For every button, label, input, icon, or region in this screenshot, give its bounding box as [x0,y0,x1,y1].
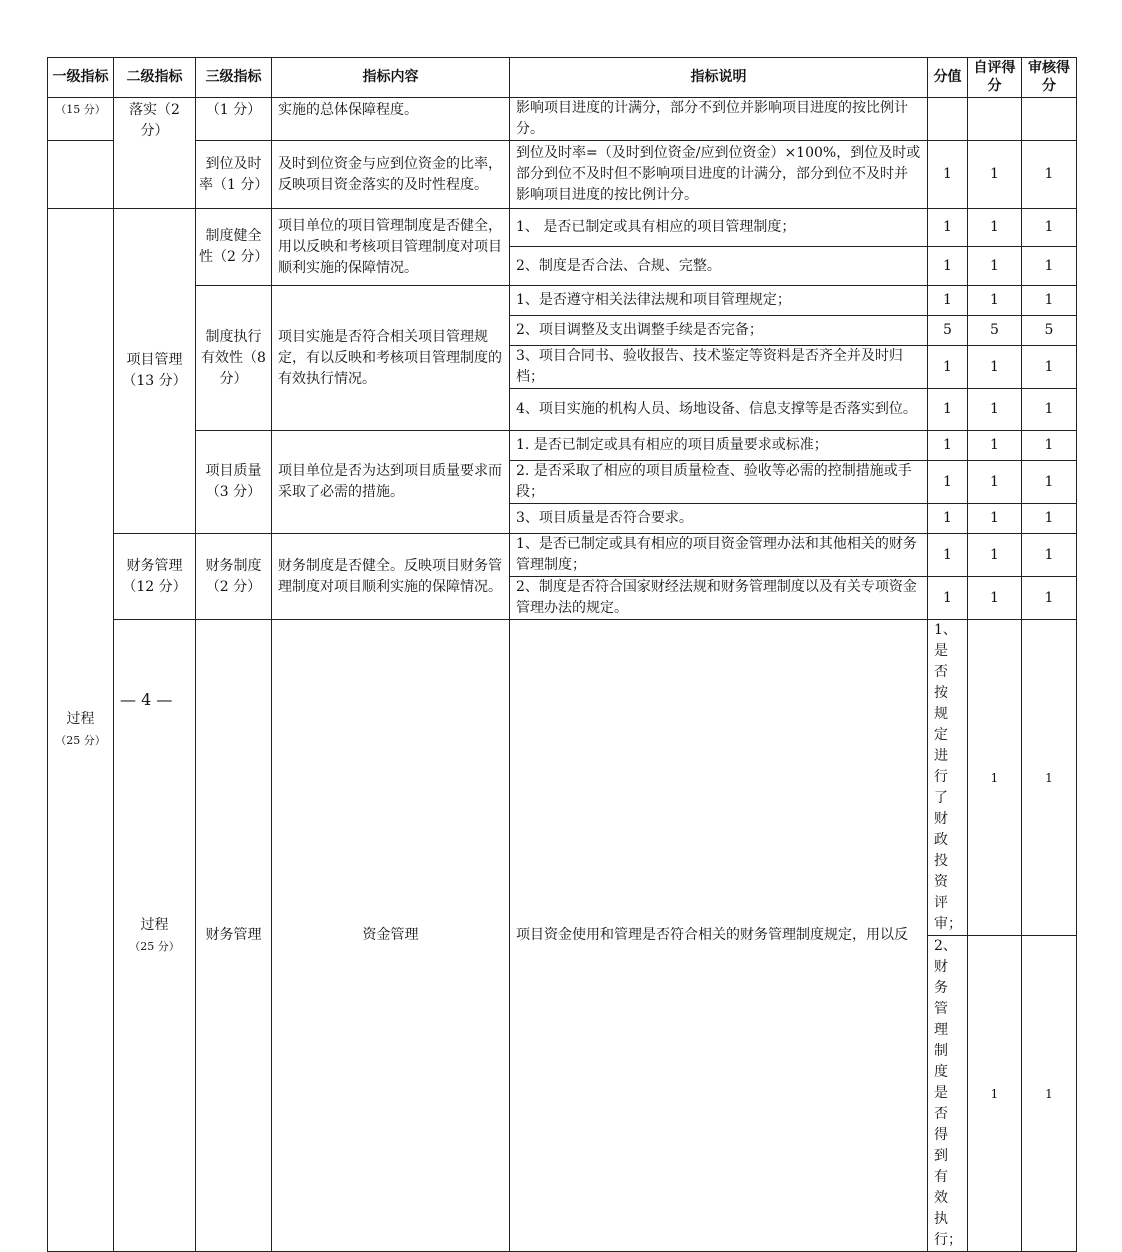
table-row [48,431,1077,461]
header-description: 指标说明 [510,58,928,98]
header-review-score: 审核得分 [1022,58,1077,98]
header-content: 指标内容 [272,58,510,98]
review-score-cell: 1 [1022,286,1077,316]
description-cell: 2、制度是否合法、合规、完整。 [510,247,928,286]
review-score-cell: 1 [1022,534,1077,577]
description-cell: 2、制度是否符合国家财经法规和财务管理制度以及有关专项资金管理办法的规定。 [510,577,928,620]
description-cell: 1、是否按规定进行了财政投资评审； [928,620,968,936]
table-row [48,534,1077,577]
score-cell: 1 [928,209,968,247]
self-score-cell: 1 [1022,936,1077,1252]
score-cell: 1 [928,247,968,286]
self-score-cell: 1 [968,286,1022,316]
header-score: 分值 [928,58,968,98]
level3-cell: 制度执行有效性（8 分） [196,286,272,431]
content-cell: 项目单位是否为达到项目质量要求而采取了必需的措施。 [272,431,510,534]
table-row [48,98,1077,141]
score-cell: 1 [928,577,968,620]
self-score-cell: 1 [968,346,1022,389]
self-score-cell: 1 [968,534,1022,577]
level1-label: 过程 [140,916,169,933]
level2-cell: 落实（2 分） [114,98,196,209]
description-cell: 到位及时率=（及时到位资金/应到位资金）×100%，到位及时或部分到位不及时但不影响项目进度的计满分，部分到位不及时并影响项目进度的按比例计分。 [510,141,928,209]
level1-cell [48,209,114,1252]
score-cell: 1 [928,346,968,389]
review-score-cell: 1 [1022,461,1077,504]
review-score-cell: 1 [1022,346,1077,389]
description-cell: 2. 是否采取了相应的项目质量检查、验收等必需的控制措施或手段； [510,461,928,504]
review-score-cell: 1 [1022,141,1077,209]
score-cell: 5 [928,316,968,346]
header-level1: 一级指标 [48,58,114,98]
header-level2: 二级指标 [114,58,196,98]
self-score-cell: 1 [968,141,1022,209]
indicator-table [47,57,1077,1252]
description-cell: 3、项目质量是否符合要求。 [510,504,928,534]
score-cell [928,98,968,141]
self-score-cell: 1 [968,504,1022,534]
description-cell: 2、财务管理制度是否得到有效执行； [928,936,968,1252]
header-row [48,58,1077,98]
level3-cell: 资金管理 [272,620,510,1252]
review-score-cell: 1 [1022,389,1077,431]
level2-cell: 财务管理 [196,620,272,1252]
description-cell: 1、是否遵守相关法律法规和项目管理规定； [510,286,928,316]
content-cell: 项目资金使用和管理是否符合相关的财务管理制度规定，用以反 [510,620,928,1252]
self-score-cell: 1 [1022,620,1077,936]
score-cell: 1 [968,936,1022,1252]
description-cell: 1、 是否已制定或具有相应的项目管理制度； [510,209,928,247]
level1-score: （25 分） [129,939,180,953]
content-cell: 财务制度是否健全。反映项目财务管理制度对项目顺利实施的保障情况。 [272,534,510,620]
description-cell: 4、项目实施的机构人员、场地设备、信息支撑等是否落实到位。 [510,389,928,431]
review-score-cell: 1 [1022,431,1077,461]
description-cell: 影响项目进度的计满分，部分不到位并影响项目进度的按比例计分。 [510,98,928,141]
review-score-cell [1022,98,1077,141]
level3-cell: 项目质量（3 分） [196,431,272,534]
score-cell: 1 [968,620,1022,936]
self-score-cell: 1 [968,247,1022,286]
review-score-cell: 1 [1022,504,1077,534]
level3-cell: （1 分） [196,98,272,141]
self-score-cell: 1 [968,431,1022,461]
review-score-cell: 1 [1022,577,1077,620]
level3-cell: 制度健全性（2 分） [196,209,272,286]
content-cell: 实施的总体保障程度。 [272,98,510,141]
review-score-cell: 5 [1022,316,1077,346]
level1-cell [48,141,114,209]
score-cell: 1 [928,431,968,461]
score-cell: 1 [928,286,968,316]
review-score-cell: 1 [1022,209,1077,247]
table-row [48,141,1077,209]
content-cell: 项目单位的项目管理制度是否健全，用以反映和考核项目管理制度对项目顺利实施的保障情况。 [272,209,510,286]
score-cell: 1 [928,534,968,577]
level2-cell: 财务管理（12 分） [114,534,196,620]
score-cell: 1 [928,504,968,534]
self-score-cell: 5 [968,316,1022,346]
description-cell: 1. 是否已制定或具有相应的项目质量要求或标准； [510,431,928,461]
level2-cell: 项目管理（13 分） [114,209,196,534]
header-self-score: 自评得分 [968,58,1022,98]
level3-cell: 财务制度（2 分） [196,534,272,620]
level3-cell: 到位及时率（1 分） [196,141,272,209]
self-score-cell: 1 [968,209,1022,247]
description-cell: 2、项目调整及支出调整手续是否完备； [510,316,928,346]
table-row [48,620,1077,936]
self-score-cell: 1 [968,577,1022,620]
header-level3: 三级指标 [196,58,272,98]
score-cell: 1 [928,141,968,209]
table-row [48,209,1077,247]
content-cell: 及时到位资金与应到位资金的比率，反映项目资金落实的及时性程度。 [272,141,510,209]
description-cell: 3、项目合同书、验收报告、技术鉴定等资料是否齐全并及时归档； [510,346,928,389]
self-score-cell [968,98,1022,141]
content-cell: 项目实施是否符合相关项目管理规定，有以反映和考核项目管理制度的有效执行情况。 [272,286,510,431]
score-cell: 1 [928,461,968,504]
table-row [48,286,1077,316]
self-score-cell: 1 [968,389,1022,431]
level1-score: （25 分） [55,734,106,747]
review-score-cell: 1 [1022,247,1077,286]
page-number: — 4 — [120,690,173,709]
level1-label: 过程 [66,711,95,727]
level1-cell [114,620,196,1252]
score-cell: 1 [928,389,968,431]
level1-cell: （15 分） [48,98,114,141]
self-score-cell: 1 [968,461,1022,504]
description-cell: 1、是否已制定或具有相应的项目资金管理办法和其他相关的财务管理制度； [510,534,928,577]
